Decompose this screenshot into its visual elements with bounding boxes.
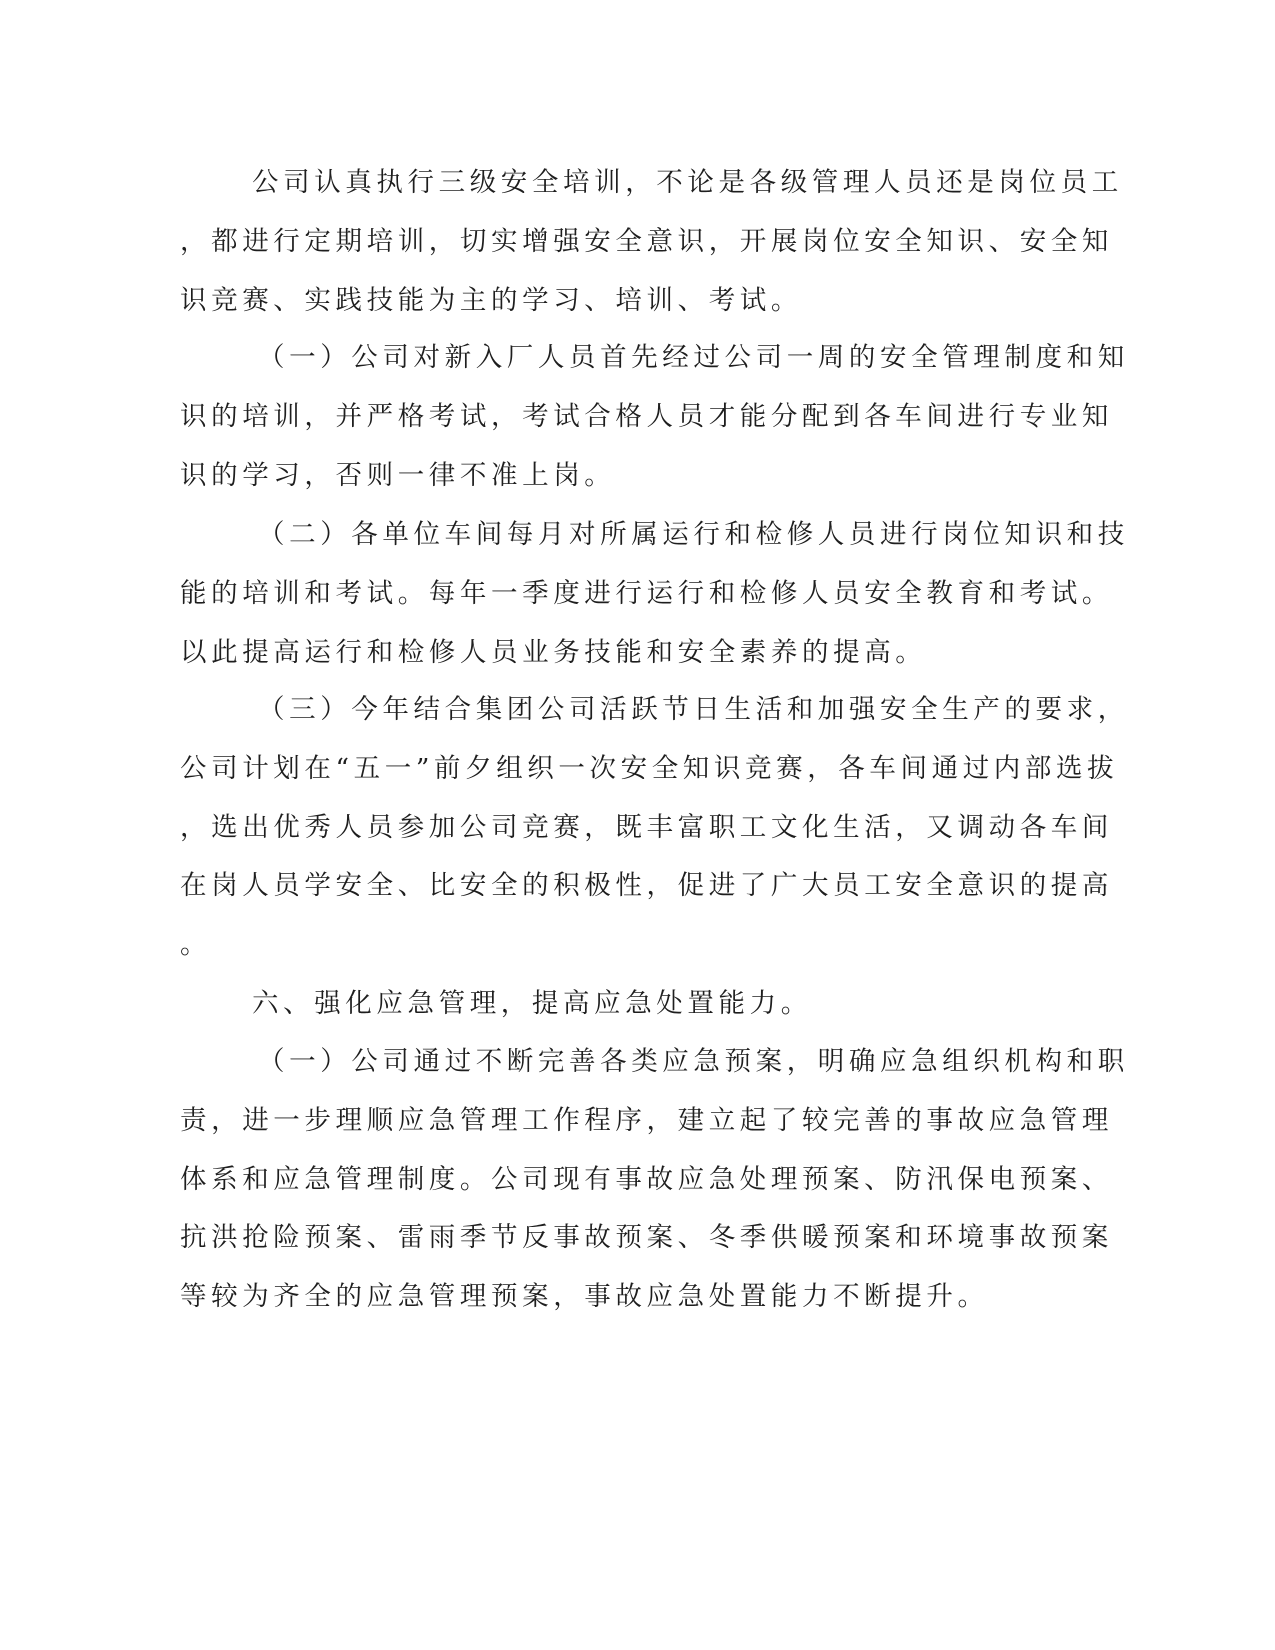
text-line: 公司认真执行三级安全培训，不论是各级管理人员还是岗位员工: [252, 167, 1123, 198]
text-line: 以此提高运行和检修人员业务技能和安全素养的提高。: [180, 637, 927, 668]
text-line: 识的培训，并严格考试，考试合格人员才能分配到各车间进行专业知: [180, 401, 1113, 432]
text-line: 抗洪抢险预案、雷雨季节反事故预案、冬季供暖预案和环境事故预案: [180, 1222, 1113, 1253]
text-line: ，选出优秀人员参加公司竞赛，既丰富职工文化生活，又调动各车间: [180, 812, 1113, 843]
text-line: （二）各单位车间每月对所属运行和检修人员进行岗位知识和技: [258, 519, 1129, 550]
text-line: 识的学习，否则一律不准上岗。: [180, 460, 616, 491]
text-line: 责，进一步理顺应急管理工作程序，建立起了较完善的事故应急管理: [180, 1105, 1113, 1136]
section-heading: 六、强化应急管理，提高应急处置能力。: [252, 988, 812, 1019]
text-line: （一）公司通过不断完善各类应急预案，明确应急组织机构和职: [258, 1046, 1129, 1077]
text-line: 体系和应急管理制度。公司现有事故应急处理预案、防汛保电预案、: [180, 1164, 1113, 1195]
text-line: （一）公司对新入厂人员首先经过公司一周的安全管理制度和知: [258, 342, 1129, 373]
text-line: 公司计划在“五一”前夕组织一次安全知识竞赛，各车间通过内部选拔: [180, 753, 1119, 784]
text-line: 能的培训和考试。每年一季度进行运行和检修人员安全教育和考试。: [180, 578, 1113, 609]
text-line: ，都进行定期培训，切实增强安全意识，开展岗位安全知识、安全知: [180, 226, 1113, 257]
text-line: 在岗人员学安全、比安全的积极性，促进了广大员工安全意识的提高: [180, 870, 1113, 901]
text-line: 等较为齐全的应急管理预案，事故应急处置能力不断提升。: [180, 1281, 989, 1312]
text-line: 识竞赛、实践技能为主的学习、培训、考试。: [180, 285, 802, 316]
text-line: 。: [180, 929, 212, 960]
text-line: （三）今年结合集团公司活跃节日生活和加强安全生产的要求，: [258, 694, 1129, 725]
